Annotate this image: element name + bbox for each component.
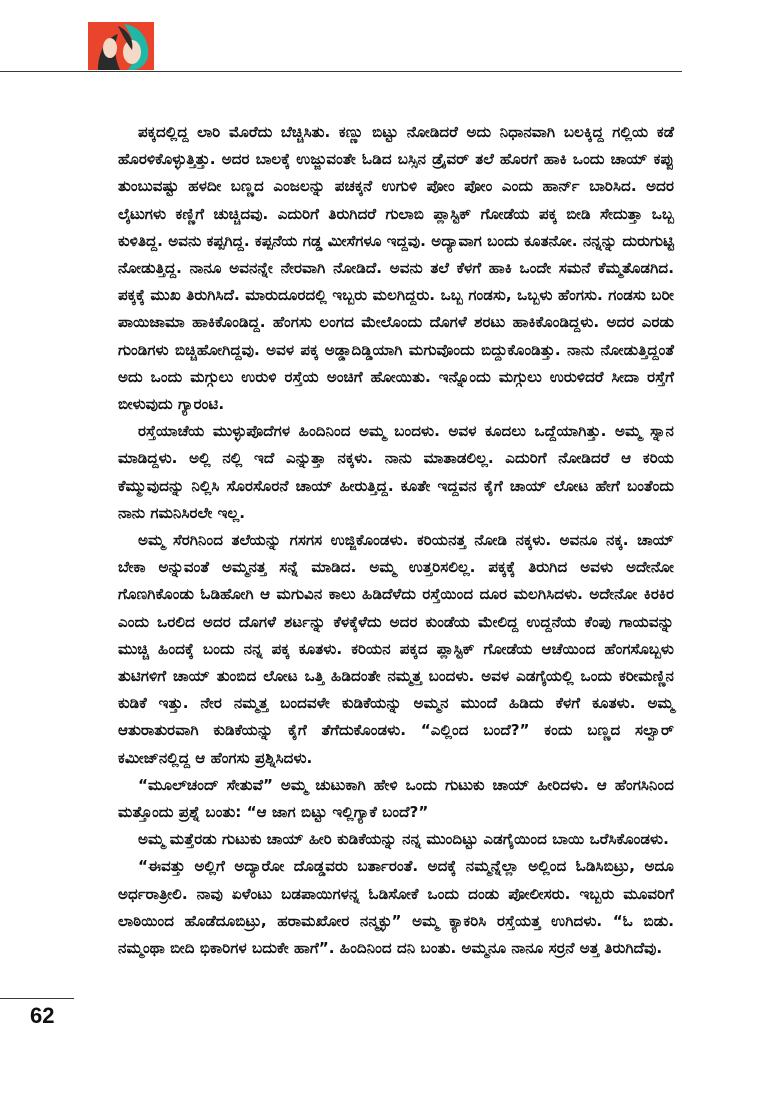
paragraph: ಅಮ್ಮ ಸೆರಗಿನಿಂದ ತಲೆಯನ್ನು ಗಸಗಸ ಉಜ್ಜಿಕೊಂಡಳು. ಕರಿಯನತ್ತ ನೋಡಿ ನಕ್ಕಳು. ಅವನೂ ನಕ್ಕ. ಚಾಯ್ ಬೇಕಾ ಅನ್ನುವಂತೆ ಅಮ್ಮನತ್ತ ಸನ್ನೆ ಮಾಡಿದ. ಅಮ್ಮ ಉತ್ತರಿಸಲಿಲ್ಲ. ಪಕ್ಕಕ್ಕೆ ತಿರುಗಿದ ಅವಳು ಅದೇನೋ ಗೊಣಗಿಕೊಂಡು ಓಡಿಹೋಗಿ ಆ ಮಗುವಿನ ಕಾಲು ಹಿಡಿದೆಳೆದು ರಸ್ತೆಯಿಂದ ದೂರ ಮಲಗಿಸಿದಳು. ಅದೇನೋ ಕಿರಕಿರ ಎಂದು ಒರಲಿದ ಅದರ ದೊಗಳೆ ಶರ್ಟನ್ನು ಕೆಳಕ್ಕೆಳೆದು ಅದರ ಕುಂಡೆಯ ಮೇಲಿದ್ದ ಉದ್ದನೆಯ ಕೆಂಪು ಗಾಯವನ್ನು ಮುಚ್ಚಿ ಹಿಂದಕ್ಕೆ ಬಂದು ನನ್ನ ಪಕ್ಕ ಕೂತಳು. ಕರಿಯನ ಪಕ್ಕದ ಪ್ಲಾಸ್ಟಿಕ್ ಗೋಡೆಯ ಆಚೆಯಿಂದ ಹೆಂಗಸೊಬ್ಬಳು ತುಟಿಗಳಿಗೆ ಚಾಯ್ ತುಂಬಿದ ಲೋಟ ಒತ್ತಿ ಹಿಡಿದಂತೇ ನಮ್ಮತ್ತ ಬಂದಳು. ಅವಳ ಎಡಗೈಯಲ್ಲಿ ಒಂದು ಕರೀಮಣ್ಣಿನ ಕುಡಿಕೆ ಇತ್ತು. ನೇರ ನಮ್ಮತ್ತ ಬಂದವಳೇ ಕುಡಿಕೆಯನ್ನು ಅಮ್ಮನ ಮುಂದೆ ಹಿಡಿದು ಕೆಳಗೆ ಕೂತಳು. ಅಮ್ಮ ಆತುರಾತುರವಾಗಿ ಕುಡಿಕೆಯನ್ನು ಕೈಗೆ ತೆಗೆದುಕೊಂಡಳು. “ಎಲ್ಲಿಂದ ಬಂದೆ?” ಕಂದು ಬಣ್ಣದ ಸಲ್ವಾರ್ ಕಮೀಜ್‌ನಲ್ಲಿದ್ದ ಆ ಹೆಂಗಸು ಪ್ರಶ್ನಿಸಿದಳು. [118, 531, 674, 767]
header-rule [0, 71, 682, 72]
page-number: 62 [30, 1003, 55, 1028]
paragraph: ರಸ್ತೆಯಾಚೆಯ ಮುಳ್ಳುಪೊದೆಗಳ ಹಿಂದಿನಿಂದ ಅಮ್ಮ ಬಂದಳು. ಅವಳ ಕೂದಲು ಒದ್ದೆಯಾಗಿತ್ತು. ಅಮ್ಮ ಸ್ನಾನ ಮಾಡಿದ್ದಳು. ಅಲ್ಲಿ ನಲ್ಲಿ ಇದೆ ಎನ್ನುತ್ತಾ ನಕ್ಕಳು. ನಾನು ಮಾತಾಡಲಿಲ್ಲ. ಎದುರಿಗೆ ನೋಡಿದರೆ ಆ ಕರಿಯ ಕೆಮ್ಮುವುದನ್ನು ನಿಲ್ಲಿಸಿ ಸೊರಸೊರನೆ ಚಾಯ್ ಹೀರುತ್ತಿದ್ದ. ಕೂತೇ ಇದ್ದವನ ಕೈಗೆ ಚಾಯ್ ಲೋಟ ಹೇಗೆ ಬಂತೆಂದು ನಾನು ಗಮನಿಸಿರಲೇ ಇಲ್ಲ. [118, 422, 674, 522]
paragraph: “ಮೂಲ್‌ಚಂದ್ ಸೇತುವೆ” ಅಮ್ಮ ಚುಟುಕಾಗಿ ಹೇಳಿ ಒಂದು ಗುಟುಕು ಚಾಯ್ ಹೀರಿದಳು. ಆ ಹೆಂಗಸಿನಿಂದ ಮತ್ತೊಂದು ಪ್ರಶ್ನೆ ಬಂತು: “ಆ ಜಾಗ ಬಿಟ್ಟು ಇಲ್ಲಿಗ್ಯಾಕೆ ಬಂದೆ?” [118, 775, 674, 822]
magazine-logo-icon [88, 22, 154, 70]
paragraph: “ಈವತ್ತು ಅಲ್ಲಿಗೆ ಅದ್ಯಾರೋ ದೊಡ್ಡವರು ಬರ್ತಾರಂತೆ. ಅದಕ್ಕೆ ನಮ್ಮನ್ನೆಲ್ಲಾ ಅಲ್ಲಿಂದ ಓಡಿಸಿಬಿಟ್ರು, ಅದೂ ಅರ್ಧರಾತ್ರೀಲಿ. ನಾವು ಏಳೆಂಟು ಬಡಪಾಯಿಗಳನ್ನ ಓಡಿಸೋಕೆ ಒಂದು ದಂಡು ಪೋಲೀಸರು. ಇಬ್ಬರು ಮೂವರಿಗೆ ಲಾಠಿಯಿಂದ ಹೊಡೆದೂಬಿಟ್ರು, ಹರಾಮಖೋರ ನನ್ಮಕ್ಳು” ಅಮ್ಮ ಕ್ಯಾಕರಿಸಿ ರಸ್ತೆಯತ್ತ ಉಗಿದಳು. “ಓ ಬಿಡು. ನಮ್ಮಂಥಾ ಬೀದಿ ಭಿಕಾರಿಗಳ ಬದುಕೇ ಹಾಗೆ”. ಹಿಂದಿನಿಂದ ದನಿ ಬಂತು. ಅಮ್ಮನೂ ನಾನೂ ಸರ್ರನೆ ಅತ್ತ ತಿರುಗಿದೆವು. [118, 857, 674, 958]
footer-rule [0, 998, 74, 999]
paragraph: ಅಮ್ಮ ಮತ್ತೆರಡು ಗುಟುಕು ಚಾಯ್ ಹೀರಿ ಕುಡಿಕೆಯನ್ನು ನನ್ನ ಮುಂದಿಟ್ಟು ಎಡಗೈಯಿಂದ ಬಾಯಿ ಒರೆಸಿಕೊಂಡಳು. [138, 830, 669, 849]
story-text [118, 119, 674, 962]
paragraph: ಪಕ್ಕದಲ್ಲಿದ್ದ ಲಾರಿ ಮೊರೆದು ಬೆಚ್ಚಿಸಿತು. ಕಣ್ಣು ಬಿಟ್ಟು ನೋಡಿದರೆ ಅದು ನಿಧಾನವಾಗಿ ಬಲಕ್ಕಿದ್ದ ಗಲ್ಲಿಯ ಕಡೆ ಹೊರಳಿಕೊಳ್ಳುತ್ತಿತ್ತು. ಅದರ ಬಾಲಕ್ಕೆ ಉಜ್ಜುವಂತೇ ಓಡಿದ ಬಸ್ಸಿನ ಡ್ರೈವರ್ ತಲೆ ಹೊರಗೆ ಹಾಕಿ ಒಂದು ಚಾಯ್ ಕಪ್ಪು ತುಂಬುವಷ್ಟು ಹಳದೀ ಬಣ್ಣದ ಎಂಜಲನ್ನು ಪಚಕ್ಕನೆ ಉಗುಳಿ ಪೋಂ ಪೋಂ ಎಂದು ಹಾರ್ನ್ ಬಾರಿಸಿದ. ಅದರ ಲೈಟುಗಳು ಕಣ್ಣಿಗೆ ಚುಚ್ಚಿದವು. ಎದುರಿಗೆ ತಿರುಗಿದರೆ ಗುಲಾಬಿ ಪ್ಲಾಸ್ಟಿಕ್ ಗೋಡೆಯ ಪಕ್ಕ ಬೀಡಿ ಸೇದುತ್ತಾ ಒಬ್ಬ ಕುಳಿತಿದ್ದ. ಅವನು ಕಪ್ಪಗಿದ್ದ. ಕಪ್ಪನೆಯ ಗಡ್ಡ ಮೀಸೆಗಳೂ ಇದ್ದವು. ಅದ್ಯಾವಾಗ ಬಂದು ಕೂತನೋ. ನನ್ನನ್ನು ದುರುಗುಟ್ಟಿ ನೋಡುತ್ತಿದ್ದ. ನಾನೂ ಅವನನ್ನೇ ನೇರವಾಗಿ ನೋಡಿದೆ. ಅವನು ತಲೆ ಕೆಳಗೆ ಹಾಕಿ ಒಂದೇ ಸಮನೆ ಕೆಮ್ಮತೊಡಗಿದ. ಪಕ್ಕಕ್ಕೆ ಮುಖ ತಿರುಗಿಸಿದೆ. ಮಾರುದೂರದಲ್ಲಿ ಇಬ್ಬರು ಮಲಗಿದ್ದರು. ಒಬ್ಬ ಗಂಡಸು, ಒಬ್ಬಳು ಹೆಂಗಸು. ಗಂಡಸು ಬರೀ ಪಾಯಿಜಾಮಾ ಹಾಕಿಕೊಂಡಿದ್ದ. ಹೆಂಗಸು ಲಂಗದ ಮೇಲೊಂದು ದೊಗಳೆ ಶರಟು ಹಾಕಿಕೊಂಡಿದ್ದಳು. ಅದರ ಎರಡು ಗುಂಡಿಗಳು ಬಿಚ್ಚಿಹೋಗಿದ್ದವು. ಅವಳ ಪಕ್ಕ ಅಡ್ಡಾದಿಡ್ಡಿಯಾಗಿ ಮಗುವೊಂದು ಬಿದ್ದುಕೊಂಡಿತ್ತು. ನಾನು ನೋಡುತ್ತಿದ್ದಂತೆ ಅದು ಒಂದು ಮಗ್ಗುಲು ಉರುಳಿ ರಸ್ತೆಯ ಅಂಚಿಗೆ ಹೋಯಿತು. ಇನ್ನೊಂದು ಮಗ್ಗುಲು ಉರುಳಿದರೆ ಸೀದಾ ರಸ್ತೆಗೆ ಬೀಳುವುದು ಗ್ಯಾರಂಟಿ. [118, 123, 674, 414]
